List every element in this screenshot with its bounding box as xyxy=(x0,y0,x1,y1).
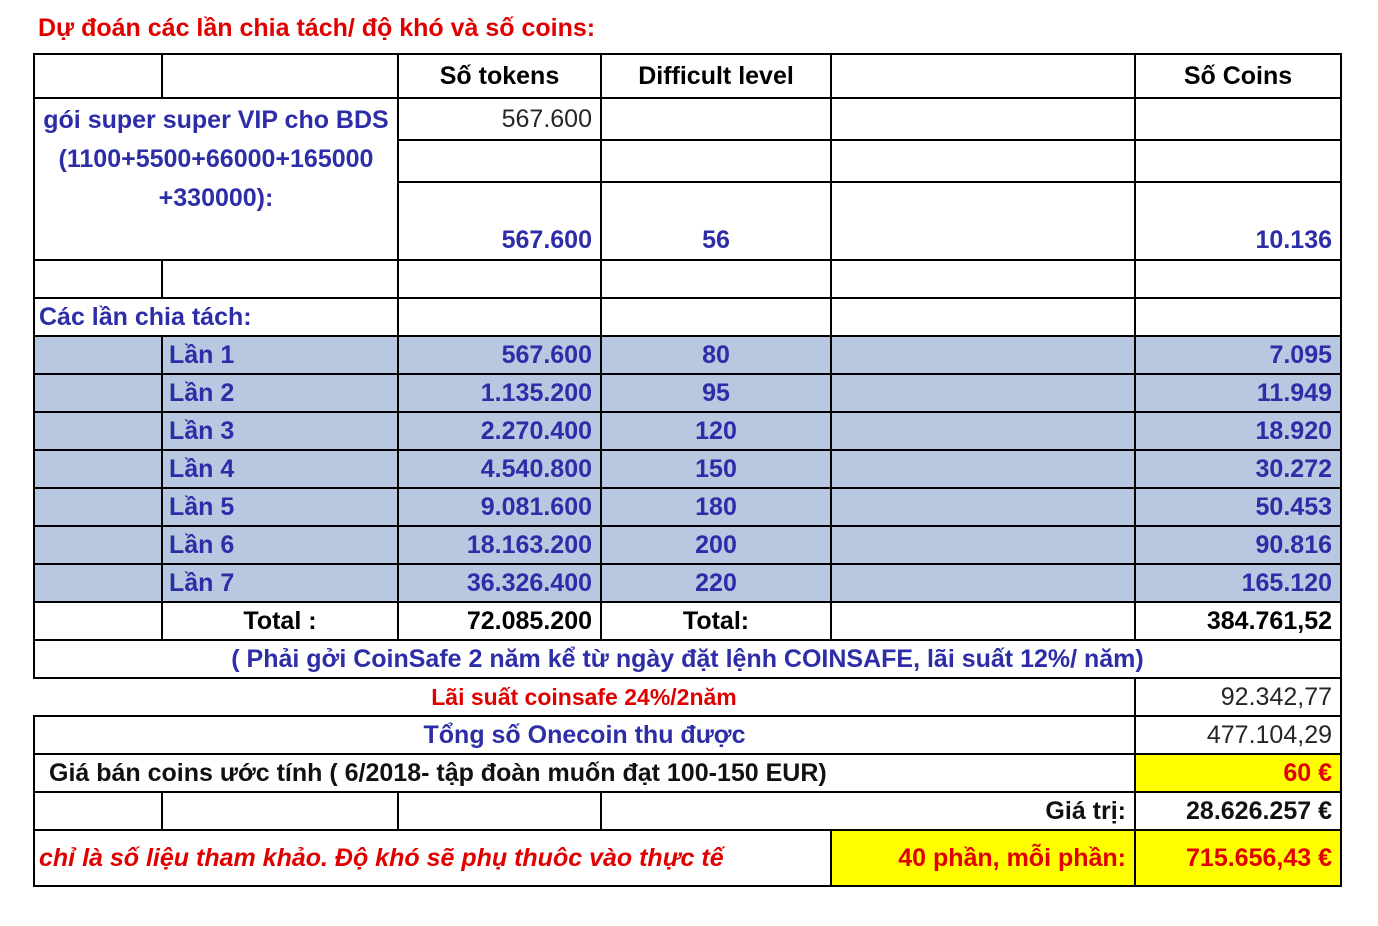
interest-label: Lãi suất coinsafe 24%/2năm xyxy=(34,678,1135,716)
split-difficulty: 180 xyxy=(601,488,831,526)
split-difficulty: 150 xyxy=(601,450,831,488)
header-difficulty: Difficult level xyxy=(601,54,831,98)
split-difficulty: 80 xyxy=(601,336,831,374)
package-label xyxy=(34,98,398,260)
split-difficulty: 95 xyxy=(601,374,831,412)
splits-label: Các lần chia tách: xyxy=(34,298,398,336)
split-label: Lần 5 xyxy=(162,488,398,526)
split-label: Lần 4 xyxy=(162,450,398,488)
split-coins: 90.816 xyxy=(1135,526,1341,564)
table-row xyxy=(34,450,1341,488)
split-difficulty: 200 xyxy=(601,526,831,564)
price-row xyxy=(34,754,1341,792)
split-difficulty: 220 xyxy=(601,564,831,602)
disclaimer-note: chỉ là số liệu tham khảo. Độ khó sẽ phụ thuôc vào thực tế xyxy=(34,830,831,886)
header-coins: Số Coins xyxy=(1135,54,1341,98)
total-tokens: 72.085.200 xyxy=(398,602,601,640)
coinsafe-note-row xyxy=(34,640,1341,678)
header-blank-1 xyxy=(34,54,162,98)
split-coins: 50.453 xyxy=(1135,488,1341,526)
table-row xyxy=(34,412,1341,450)
totals-row xyxy=(34,602,1341,640)
package-label-line-2: (1100+5500+66000+165000 xyxy=(58,145,374,173)
package-difficulty: 56 xyxy=(601,182,831,260)
total-label-2: Total: xyxy=(601,602,831,640)
worth-row xyxy=(34,792,1341,830)
spacer-row xyxy=(34,260,1341,298)
table-row xyxy=(34,564,1341,602)
split-tokens: 18.163.200 xyxy=(398,526,601,564)
split-tokens: 2.270.400 xyxy=(398,412,601,450)
sheet-title: Dự đoán các lần chia tách/ độ khó và số coins: xyxy=(38,14,596,42)
split-label: Lần 1 xyxy=(162,336,398,374)
split-label: Lần 6 xyxy=(162,526,398,564)
split-coins: 11.949 xyxy=(1135,374,1341,412)
split-label: Lần 7 xyxy=(162,564,398,602)
header-blank-2 xyxy=(162,54,398,98)
coinsafe-note: ( Phải gởi CoinSafe 2 năm kể từ ngày đặt lệnh COINSAFE, lãi suất 12%/ năm) xyxy=(34,640,1341,678)
interest-row xyxy=(34,678,1341,716)
total-label-1: Total : xyxy=(162,602,398,640)
package-row-1 xyxy=(34,98,1341,140)
package-tokens: 567.600 xyxy=(398,182,601,260)
total-onecoin-row xyxy=(34,716,1341,754)
footer-row xyxy=(34,830,1341,886)
coin-forecast-table xyxy=(33,53,1342,887)
price-value: 60 € xyxy=(1135,754,1341,792)
table-row xyxy=(34,374,1341,412)
worth-value: 28.626.257 € xyxy=(1135,792,1341,830)
split-difficulty: 120 xyxy=(601,412,831,450)
split-coins: 30.272 xyxy=(1135,450,1341,488)
split-label: Lần 3 xyxy=(162,412,398,450)
package-tokens-top: 567.600 xyxy=(398,98,601,140)
split-tokens: 567.600 xyxy=(398,336,601,374)
header-tokens: Số tokens xyxy=(398,54,601,98)
split-tokens: 36.326.400 xyxy=(398,564,601,602)
package-label-line-3: +330000): xyxy=(158,184,274,212)
table-row xyxy=(34,526,1341,564)
split-coins: 7.095 xyxy=(1135,336,1341,374)
split-tokens: 1.135.200 xyxy=(398,374,601,412)
table-row xyxy=(34,336,1341,374)
splits-label-row xyxy=(34,298,1341,336)
interest-value: 92.342,77 xyxy=(1135,678,1341,716)
parts-value: 715.656,43 € xyxy=(1135,830,1341,886)
worth-label: Giá trị: xyxy=(601,792,1135,830)
table-row xyxy=(34,488,1341,526)
package-coins: 10.136 xyxy=(1135,182,1341,260)
parts-label: 40 phần, mỗi phần: xyxy=(831,830,1135,886)
package-label-line-1: gói super super VIP cho BDS xyxy=(43,106,389,134)
split-label: Lần 2 xyxy=(162,374,398,412)
split-coins: 18.920 xyxy=(1135,412,1341,450)
split-tokens: 9.081.600 xyxy=(398,488,601,526)
total-onecoin-label: Tổng số Onecoin thu được xyxy=(34,716,1135,754)
total-coins: 384.761,52 xyxy=(1135,602,1341,640)
split-coins: 165.120 xyxy=(1135,564,1341,602)
total-onecoin-value: 477.104,29 xyxy=(1135,716,1341,754)
price-label: Giá bán coins ước tính ( 6/2018- tập đoàn muốn đạt 100-150 EUR) xyxy=(34,754,1135,792)
split-tokens: 4.540.800 xyxy=(398,450,601,488)
header-blank-5 xyxy=(831,54,1135,98)
header-row xyxy=(34,54,1341,98)
